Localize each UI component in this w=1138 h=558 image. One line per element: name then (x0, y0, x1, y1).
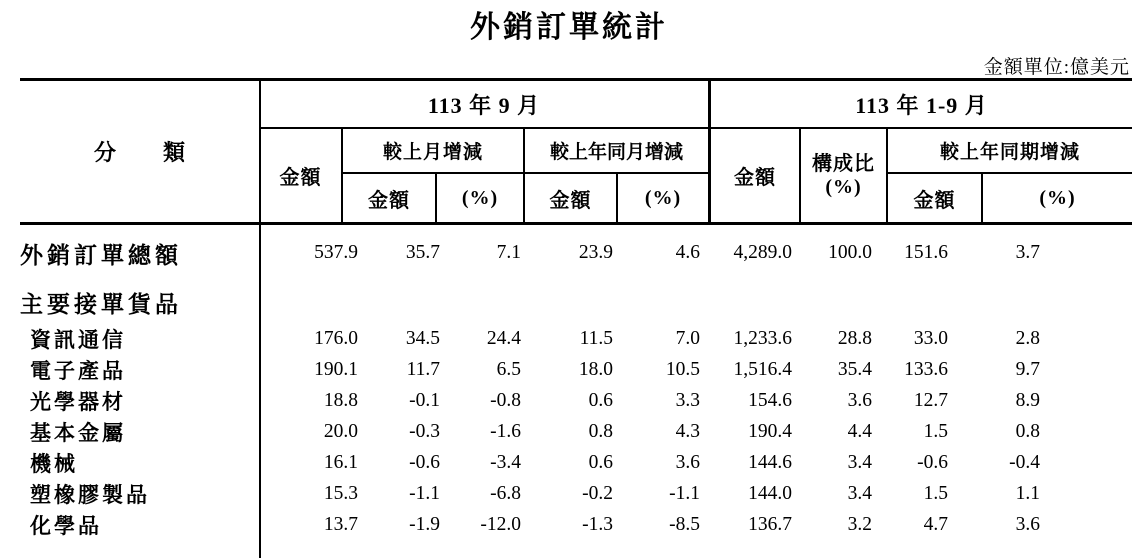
cell-yoym-pct: 3.6 (675, 451, 700, 473)
cell-yoym-pct: 7.0 (675, 327, 700, 349)
header-category: 分 類 (93, 140, 186, 165)
cell-mom-amount: 11.7 (406, 358, 440, 380)
row-label: 基本金屬 (30, 420, 126, 445)
cell-yoyp-amount: 1.5 (923, 482, 948, 504)
cell-yoym-pct: -8.5 (669, 513, 700, 535)
cell-mom-amount: -1.1 (409, 482, 440, 504)
cell-yoyp-amount: 12.7 (913, 389, 948, 411)
row-label: 外銷訂單總額 (20, 242, 182, 268)
cell-amount-cum: 136.7 (748, 513, 792, 535)
cell-amount-cum: 1,516.4 (733, 358, 792, 380)
cell-yoyp-pct: 2.8 (1015, 327, 1040, 349)
cell-mom-amount: -0.1 (409, 389, 440, 411)
cell-ratio: 4.4 (847, 420, 872, 442)
cell-amount-sep: 18.8 (323, 389, 358, 411)
unit-note: 金額單位:億美元 (983, 57, 1130, 78)
cell-ratio: 3.4 (847, 451, 872, 473)
header-period-september: 113 年 9 月 (260, 81, 711, 129)
cell-mom-pct: 24.4 (486, 327, 521, 349)
table-row (20, 478, 1132, 509)
row-label: 主要接單貨品 (20, 291, 182, 317)
cell-amount-sep: 16.1 (323, 451, 358, 473)
cell-mom-amount: -0.3 (409, 420, 440, 442)
cell-yoym-amount: 11.5 (579, 327, 613, 349)
cell-yoym-pct: 10.5 (665, 358, 700, 380)
cell-yoym-pct: 4.3 (675, 420, 700, 442)
header-amount-september: 金額 (260, 129, 343, 222)
table-row (20, 385, 1132, 416)
cell-mom-pct: -0.8 (490, 389, 521, 411)
table-header (20, 78, 1132, 225)
table-row (20, 354, 1132, 385)
row-label: 電子產品 (30, 358, 126, 383)
cell-yoyp-amount: 151.6 (904, 242, 948, 263)
header-yoyp-pct: (%) (1039, 186, 1076, 209)
cell-yoyp-amount: 33.0 (913, 327, 948, 349)
header-yoym-amount: 金額 (525, 174, 618, 222)
table-row-section (20, 281, 1132, 323)
cell-yoyp-pct: 9.7 (1015, 358, 1040, 380)
table-row (20, 509, 1132, 540)
table-row (20, 323, 1132, 354)
cell-amount-cum: 154.6 (748, 389, 792, 411)
cell-mom-pct: -3.4 (490, 451, 521, 473)
cell-yoyp-pct: -0.4 (1009, 451, 1040, 473)
cell-ratio: 3.2 (847, 513, 872, 535)
cell-yoym-amount: -1.3 (582, 513, 613, 535)
cell-yoyp-pct: 8.9 (1015, 389, 1040, 411)
cell-yoyp-pct: 3.7 (1015, 242, 1040, 263)
cell-ratio: 35.4 (837, 358, 872, 380)
cell-yoyp-amount: 4.7 (923, 513, 948, 535)
cell-yoym-pct: 4.6 (675, 242, 700, 263)
cell-amount-sep: 176.0 (314, 327, 358, 349)
cell-yoym-amount: 18.0 (578, 358, 613, 380)
cell-amount-cum: 144.6 (748, 451, 792, 473)
cell-yoyp-pct: 3.6 (1015, 513, 1040, 535)
table-row-total (20, 225, 1132, 281)
cell-amount-cum: 144.0 (748, 482, 792, 504)
header-yoym-pct: (%) (618, 174, 711, 222)
cell-mom-amount: -0.6 (409, 451, 440, 473)
cell-yoym-amount: 0.6 (588, 451, 613, 473)
cell-yoym-amount: 23.9 (578, 242, 613, 263)
cell-amount-sep: 15.3 (323, 482, 358, 504)
cell-mom-amount: 34.5 (405, 327, 440, 349)
cell-ratio: 3.4 (847, 482, 872, 504)
header-amount-cumulative: 金額 (711, 129, 801, 222)
table-body (20, 225, 1132, 540)
header-mom-pct: (%) (437, 174, 525, 222)
row-label: 資訊通信 (30, 327, 126, 352)
header-mom-amount: 金額 (343, 174, 437, 222)
cell-amount-sep: 190.1 (314, 358, 358, 380)
cell-yoyp-amount: 1.5 (923, 420, 948, 442)
cell-yoym-amount: 0.6 (588, 389, 613, 411)
header-composition-ratio (801, 129, 888, 222)
row-label: 化學品 (30, 513, 102, 538)
cell-mom-pct: -6.8 (490, 482, 521, 504)
table-row (20, 447, 1132, 478)
cell-yoyp-amount: -0.6 (917, 451, 948, 473)
header-period-jan-sep: 113 年 1-9 月 (711, 81, 1132, 129)
cell-yoym-amount: -0.2 (582, 482, 613, 504)
cell-yoym-amount: 0.8 (588, 420, 613, 442)
cell-ratio: 28.8 (837, 327, 872, 349)
cell-mom-pct: -1.6 (490, 420, 521, 442)
row-label: 光學器材 (30, 389, 126, 414)
table-row (20, 416, 1132, 447)
cell-yoyp-pct: 0.8 (1015, 420, 1040, 442)
cell-mom-pct: 6.5 (496, 358, 521, 380)
cell-yoyp-amount: 133.6 (904, 358, 948, 380)
cell-mom-pct: -12.0 (480, 513, 521, 535)
header-composition-ratio-line1: 構成比 (812, 152, 875, 175)
header-yoyp-amount: 金額 (888, 174, 983, 222)
cell-amount-cum: 190.4 (748, 420, 792, 442)
page-title: 外銷訂單統計 (470, 11, 668, 44)
header-yoy-month-change: 較上年同月增減 (525, 129, 711, 174)
cell-ratio: 3.6 (847, 389, 872, 411)
cell-amount-sep: 20.0 (323, 420, 358, 442)
cell-yoym-pct: -1.1 (669, 482, 700, 504)
cell-amount-cum: 1,233.6 (733, 327, 792, 349)
cell-yoyp-pct: 1.1 (1015, 482, 1040, 504)
cell-ratio: 100.0 (828, 242, 872, 263)
cell-mom-amount: 35.7 (405, 242, 440, 263)
cell-amount-cum: 4,289.0 (733, 242, 792, 263)
header-mom-change: 較上月增減 (343, 129, 525, 174)
cell-mom-pct: 7.1 (496, 242, 521, 263)
cell-yoym-pct: 3.3 (675, 389, 700, 411)
cell-amount-sep: 13.7 (323, 513, 358, 535)
header-yoy-period-change: 較上年同期增減 (888, 129, 1132, 174)
cell-mom-amount: -1.9 (409, 513, 440, 535)
cell-amount-sep: 537.9 (314, 242, 358, 263)
header-composition-ratio-line2: (%) (825, 175, 862, 198)
row-label: 機械 (30, 451, 78, 476)
row-label: 塑橡膠製品 (30, 482, 150, 507)
